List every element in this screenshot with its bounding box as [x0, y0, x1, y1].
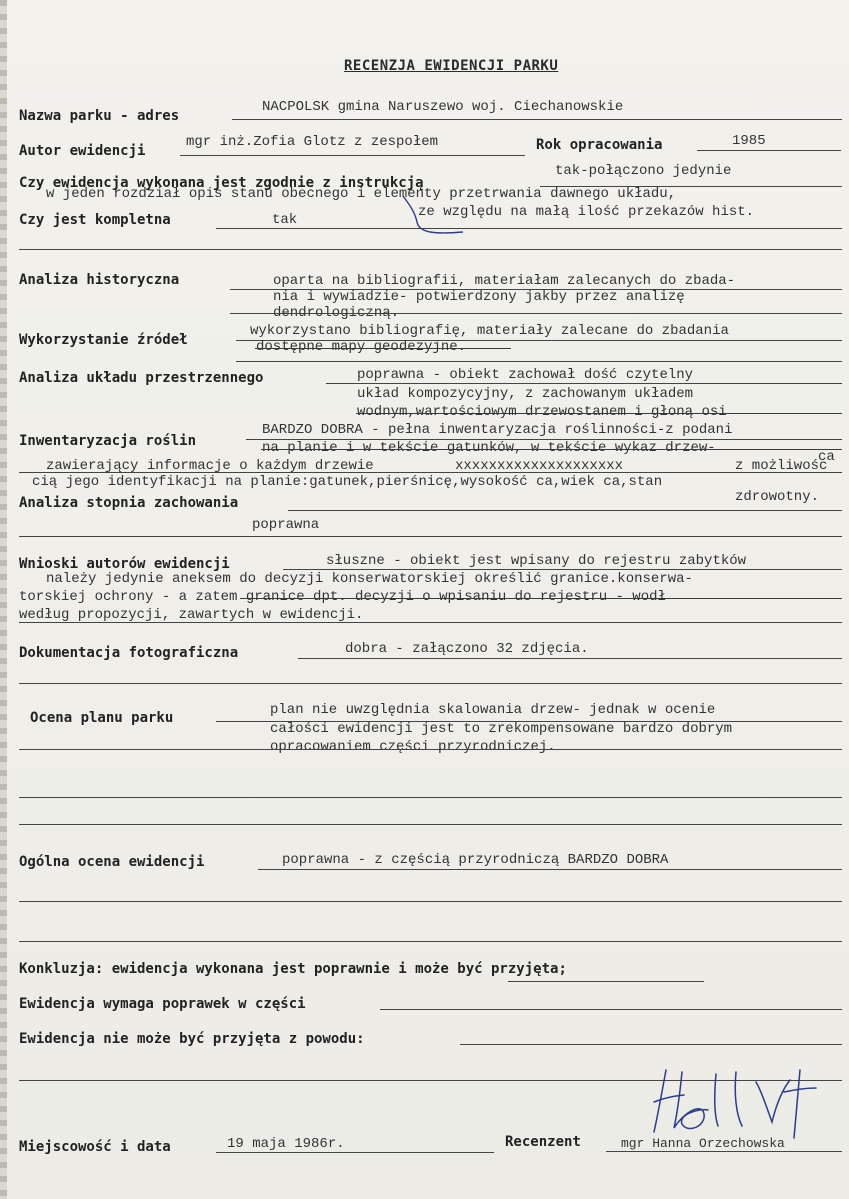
- value-zgodna-2: w jeden rozdział opis stanu obecnego i elementy przetrwania dawnego układu,: [46, 186, 677, 202]
- fill-line: [606, 1151, 842, 1152]
- fill-line: [19, 749, 842, 750]
- fill-line: [19, 536, 842, 537]
- label-wnioski: Wnioski autorów ewidencji: [19, 556, 230, 572]
- value-kompletna: tak: [272, 212, 298, 228]
- value-plan-2: całości ewidencji jest to zrekompensowane bardzo dobrym: [270, 721, 733, 737]
- label-nazwa: Nazwa parku - adres: [19, 108, 180, 124]
- strikethrough: [240, 598, 842, 599]
- value-inw-4b: z możliwośc: [735, 458, 828, 474]
- value-hist-2: nia i wywiadzie- potwierdzony jakby przez analizę: [273, 289, 685, 305]
- handwritten-signature: [644, 1062, 824, 1144]
- value-inw-4: zawierający informacje o każdym drzewie: [46, 458, 374, 474]
- fill-line: [216, 228, 842, 229]
- value-inw-4x: xxxxxxxxxxxxxxxxxxxx: [455, 458, 624, 474]
- value-hist-1: oparta na bibliografii, materiałam zalecanych do zbada-: [273, 273, 736, 289]
- fill-line: [19, 941, 842, 942]
- value-autor: mgr inż.Zofia Glotz z zespołem: [186, 134, 439, 150]
- label-kompletna: Czy jest kompletna: [19, 212, 171, 228]
- label-inwentaryzacja: Inwentaryzacja roślin: [19, 433, 197, 449]
- label-miejscowosc: Miejscowość i data: [19, 1139, 171, 1155]
- fill-line: [236, 361, 842, 362]
- value-inw-1: BARDZO DOBRA - pełna inwentaryzacja roślinności-z podani: [262, 422, 733, 438]
- label-ogolna: Ogólna ocena ewidencji: [19, 854, 205, 870]
- value-plan-1: plan nie uwzględnia skalowania drzew- jednak w ocenie: [270, 702, 716, 718]
- scan-edge: [0, 0, 7, 1199]
- fill-line: [326, 383, 842, 384]
- fill-line: [19, 683, 842, 684]
- value-rok: 1985: [732, 133, 766, 149]
- fill-line: [697, 150, 841, 151]
- value-zrodla-2: dostępne mapy geodezyjne.: [256, 339, 467, 355]
- label-nie-moze: Ewidencja nie może być przyjęta z powodu:: [19, 1031, 365, 1047]
- label-poprawki: Ewidencja wymaga poprawek w części: [19, 996, 306, 1012]
- value-stopien: poprawna: [252, 517, 320, 533]
- value-wnioski-2: należy jedynie aneksem do decyzji konserwatorskiej określić granice.konserwa-: [46, 571, 693, 587]
- label-analiza-hist: Analiza historyczna: [19, 272, 180, 288]
- fill-line: [19, 901, 842, 902]
- strikethrough: [255, 348, 511, 349]
- fill-line: [19, 622, 842, 623]
- value-zrodla-1: wykorzystano bibliografię, materiały zalecane do zbadania: [250, 323, 729, 339]
- value-wnioski-4: według propozycji, zawartych w ewidencji.: [19, 607, 364, 623]
- strikethrough: [356, 413, 842, 414]
- value-zgodna-3: ze względu na małą ilość przekazów hist.: [418, 204, 755, 220]
- fill-line: [380, 1009, 842, 1010]
- fill-line: [258, 869, 842, 870]
- value-inw-3: ca: [818, 449, 835, 465]
- label-rok: Rok opracowania: [536, 137, 663, 153]
- fill-line: [19, 797, 842, 798]
- value-plan-3: opracowaniem części przyrodniczej.: [270, 739, 556, 755]
- fill-line: [19, 824, 842, 825]
- fill-line: [216, 1152, 494, 1153]
- label-czy-zgodna: Czy ewidencja wykonana jest zgodnie z instrukcją: [19, 175, 424, 191]
- value-hist-3: dendrologiczną.: [273, 305, 400, 321]
- value-wnioski-1: słuszne - obiekt jest wpisany do rejestru zabytków: [326, 553, 747, 569]
- fill-line: [298, 658, 842, 659]
- value-wnioski-3: torskiej ochrony - a zatem granice dpt. decyzji o wpisaniu do rejestru - wodł: [19, 589, 666, 605]
- label-stopien: Analiza stopnia zachowania: [19, 495, 239, 511]
- fill-line: [288, 510, 842, 511]
- value-inw-6: zdrowotny.: [735, 489, 820, 505]
- fill-line: [19, 249, 842, 250]
- label-konkluzja: Konkluzja: ewidencja wykonana jest poprawnie i może być przyjęta;: [19, 961, 567, 977]
- label-plan: Ocena planu parku: [30, 710, 174, 726]
- value-recenzent: mgr Hanna Orzechowska: [621, 1136, 785, 1151]
- value-ogolna: poprawna - z częścią przyrodniczą BARDZO DOBRA: [282, 852, 669, 868]
- value-uklad-3: wodnym,wartościowym drzewostanem i głoną osi: [357, 404, 727, 420]
- value-foto: dobra - załączono 32 zdjęcia.: [345, 641, 589, 657]
- value-zgodna-1: tak-połączono jedynie: [555, 163, 732, 179]
- fill-line: [19, 472, 842, 473]
- fill-line: [180, 155, 525, 156]
- label-recenzent: Recenzent: [505, 1134, 581, 1150]
- fill-line: [232, 119, 842, 120]
- label-zrodla: Wykorzystanie źródeł: [19, 332, 188, 348]
- underline-konkluzja: [508, 981, 704, 982]
- fill-line: [283, 569, 842, 570]
- value-uklad-2: układ kompozycyjny, z zachowanym układem: [357, 386, 694, 402]
- label-uklad: Analiza układu przestrzennego: [19, 370, 264, 386]
- value-nazwa: NACPOLSK gmina Naruszewo woj. Ciechanowskie: [262, 99, 624, 115]
- label-autor: Autor ewidencji: [19, 143, 146, 159]
- document-title: RECENZJA EWIDENCJI PARKU: [344, 58, 559, 74]
- strikethrough: [261, 449, 842, 450]
- value-inw-5: cią jego identyfikacji na planie:gatunek,pierśnicę,wysokość ca,wiek ca,stan: [32, 474, 663, 490]
- fill-line: [230, 313, 842, 314]
- value-data: 19 maja 1986r.: [227, 1136, 345, 1152]
- fill-line: [540, 186, 842, 187]
- value-uklad-1: poprawna - obiekt zachował dość czytelny: [357, 367, 694, 383]
- pen-correction-mark: [395, 194, 467, 240]
- value-inw-2: na planie i w tekście gatunków, w tekście wykaz drzew-: [262, 440, 716, 456]
- label-foto: Dokumentacja fotograficzna: [19, 645, 239, 661]
- fill-line: [460, 1044, 842, 1045]
